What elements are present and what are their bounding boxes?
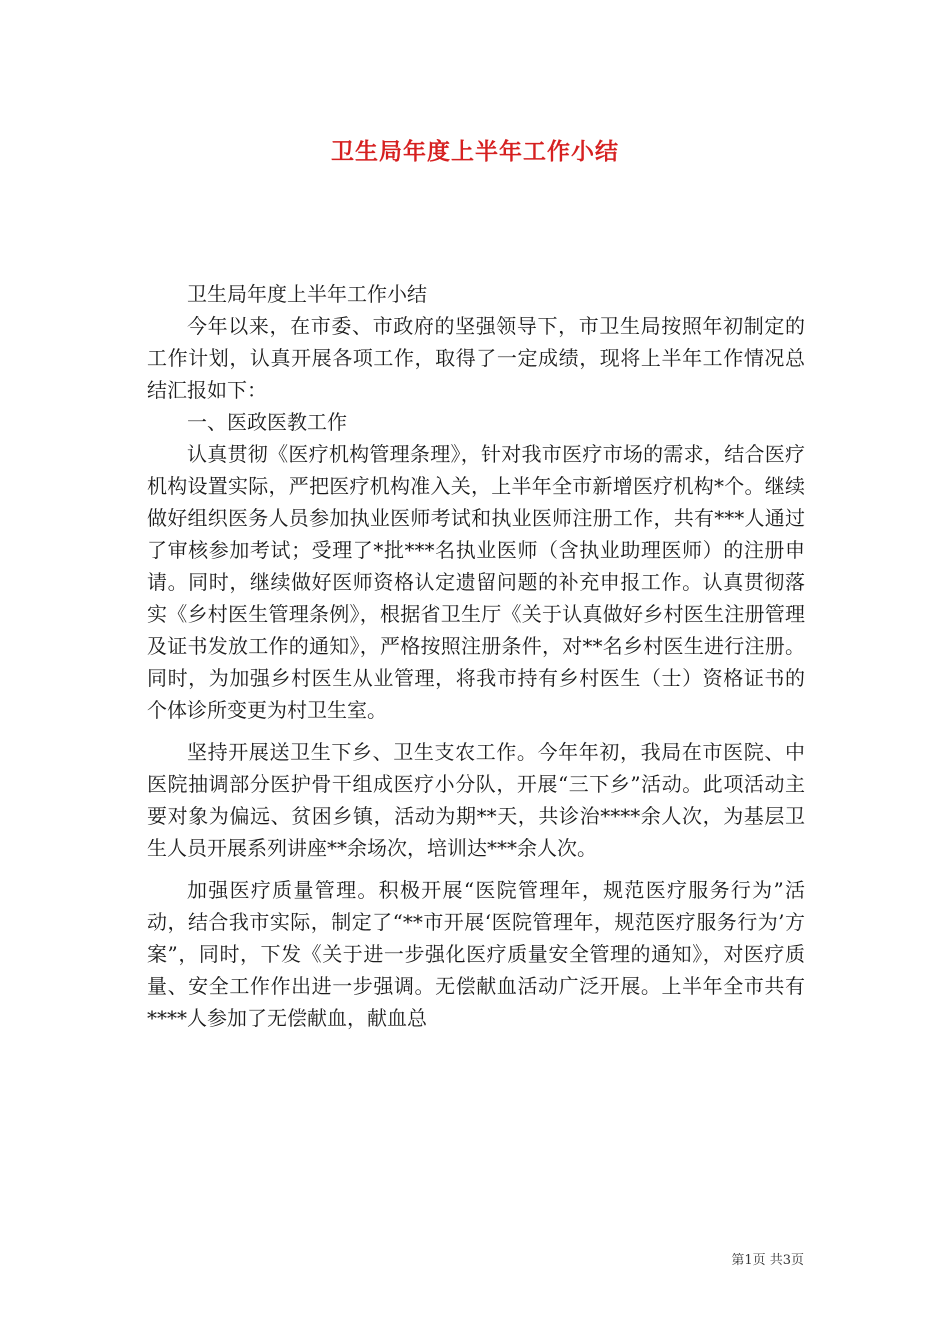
paragraph-heading: 卫生局年度上半年工作小结: [187, 282, 427, 306]
paragraph-rural-health: 坚持开展送卫生下乡、卫生支农工作。今年年初，我局在市医院、中医院抽调部分医护骨干组成医疗小分队，开展“三下乡”活动。此项活动主要对象为偏远、贫困乡镇，活动为期**天，共诊治****余人次，为基层卫生人员开展系列讲座**余场次，培训达***余人次。: [147, 740, 805, 860]
paragraph-intro: 今年以来，在市委、市政府的坚强领导下，市卫生局按照年初制定的工作计划，认真开展各项工作，取得了一定成绩，现将上半年工作情况总结汇报如下：: [147, 314, 805, 402]
document-body: [147, 278, 805, 1034]
page-title: 卫生局年度上半年工作小结: [331, 138, 619, 165]
section-heading: 一、医政医教工作: [187, 410, 347, 434]
paragraph-quality-management: 加强医疗质量管理。积极开展“医院管理年，规范医疗服务行为”活动，结合我市实际，制定了“**市开展‘医院管理年，规范医疗服务行为’方案”，同时，下发《关于进一步强化医疗质量安全管理的通知》，对医疗质量、安全工作作出进一步强调。无偿献血活动广泛开展。上半年全市共有****人参加了无偿献血，献血总: [147, 878, 805, 1030]
paragraph-medical-institutions: 认真贯彻《医疗机构管理条理》，针对我市医疗市场的需求，结合医疗机构设置实际，严把医疗机构准入关，上半年全市新增医疗机构*个。继续做好组织医务人员参加执业医师考试和执业医师注册工作，共有***人通过了审核参加考试；受理了*批***名执业医师（含执业助理医师）的注册申请。同时，继续做好医师资格认定遗留问题的补充申报工作。认真贯彻落实《乡村医生管理条例》，根据省卫生厅《关于认真做好乡村医生注册管理及证书发放工作的通知》，严格按照注册条件，对**名乡村医生进行注册。同时，为加强乡村医生从业管理，将我市持有乡村医生（士）资格证书的个体诊所变更为村卫生室。: [147, 442, 805, 722]
page-number: 第1页 共3页: [731, 1253, 804, 1268]
